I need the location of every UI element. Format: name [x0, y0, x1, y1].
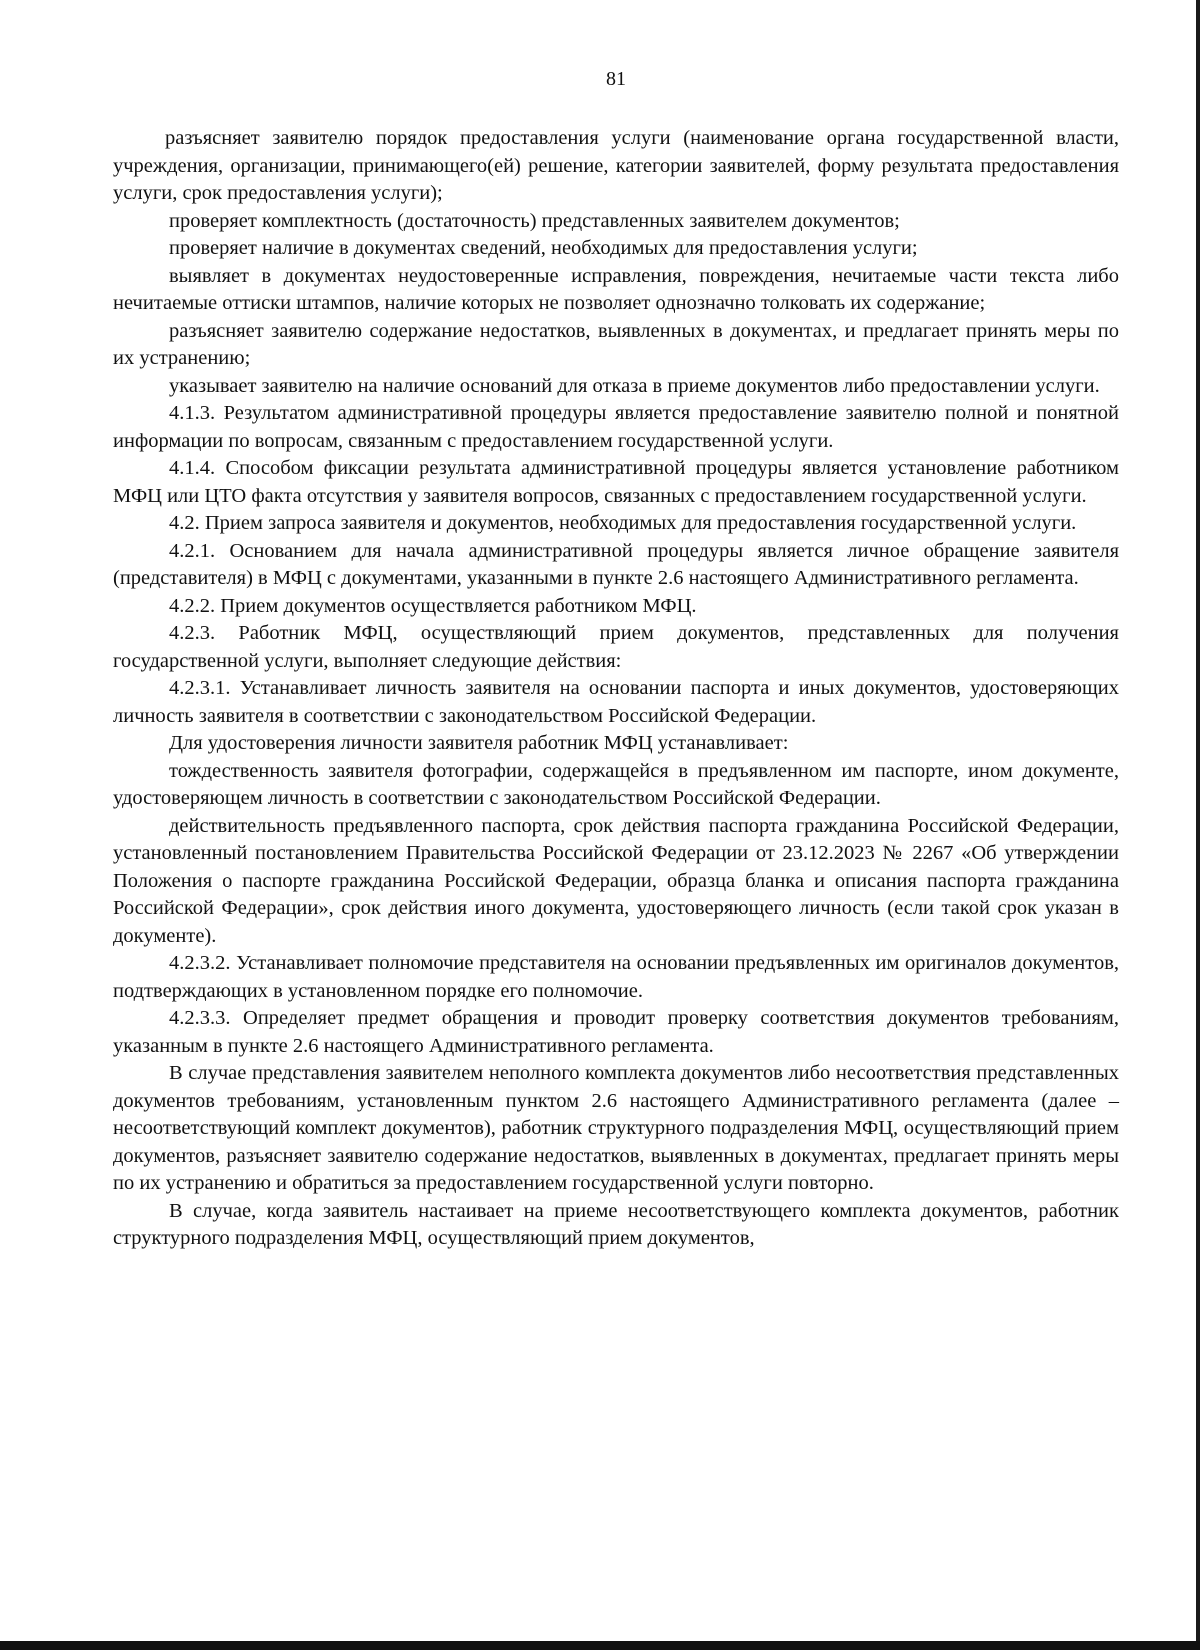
paragraph: разъясняет заявителю порядок предоставления услуги (наименование органа государственной власти, учреждения, организации, принимающего(ей) решение, категории заявителей, форму результата предоставления услуги, срок предоставления услуги);: [113, 127, 1119, 204]
paragraph: 4.2.2. Прием документов осуществляется работником МФЦ.: [169, 594, 697, 617]
scan-border-bottom: [0, 1641, 1200, 1650]
document-body: [113, 125, 1119, 1253]
scan-border-right: [1196, 0, 1200, 1650]
paragraph: проверяет наличие в документах сведений, необходимых для предоставления услуги;: [169, 237, 918, 259]
paragraph: разъясняет заявителю содержание недостатков, выявленных в документах, и предлагает принять меры по их устранению;: [113, 319, 1119, 369]
paragraph: В случае представления заявителем неполного комплекта документов либо несоответствия представленных документов требованиям, установленным пунктом 2.6 настоящего Административного регламента (далее – несоответствующий комплект документов), работник структурного подразделения МФЦ, осуществляющий прием документов, разъясняет заявителю содержание недостатков, выявленных в документах, предлагает принять меры по их устранению и обратиться за предоставлением государственной услуги повторно.: [113, 1062, 1119, 1194]
paragraph: 4.2.3.1. Устанавливает личность заявителя на основании паспорта и иных документов, удостоверяющих личность заявителя в соответствии с законодательством Российской Федерации.: [113, 677, 1119, 727]
paragraph: указывает заявителю на наличие оснований для отказа в приеме документов либо предоставлении услуги.: [169, 374, 1100, 397]
paragraph: В случае, когда заявитель настаивает на приеме несоответствующего комплекта документов, работник структурного подразделения МФЦ, осуществляющий прием документов,: [113, 1199, 1119, 1249]
paragraph: Для удостоверения личности заявителя работник МФЦ устанавливает:: [169, 732, 789, 754]
paragraph: 4.2.3.3. Определяет предмет обращения и проводит проверку соответствия документов требованиям, указанным в пункте 2.6 настоящего Административного регламента.: [113, 1007, 1119, 1057]
paragraph: 4.1.3. Результатом административной процедуры является предоставление заявителю полной и понятной информации по вопросам, связанным с предоставлением государственной услуги.: [113, 402, 1119, 452]
paragraph: 4.1.4. Способом фиксации результата административной процедуры является установление работником МФЦ или ЦТО факта отсутствия у заявителя вопросов, связанных с предоставлением государственной услуги.: [113, 457, 1119, 507]
paragraph: тождественность заявителя фотографии, содержащейся в предъявленном им паспорте, ином документе, удостоверяющем личность в соответствии с законодательством Российской Федерации.: [113, 759, 1119, 809]
paragraph: проверяет комплектность (достаточность) представленных заявителем документов;: [169, 209, 900, 232]
paragraph: выявляет в документах неудостоверенные исправления, повреждения, нечитаемые части текста либо нечитаемые оттиски штампов, наличие которых не позволяет однозначно толковать их содержание;: [113, 264, 1119, 314]
paragraph: действительность предъявленного паспорта, срок действия паспорта гражданина Российской Федерации, установленный постановлением Правительства Российской Федерации от 23.12.2023 № 2267 «Об утверждении Положения о паспорте гражданина Российской Федерации, образца бланка и описания паспорта гражданина Российской Федерации», срок действия иного документа, удостоверяющего личность (если такой срок указан в документе).: [113, 814, 1119, 947]
paragraph: 4.2. Прием запроса заявителя и документов, необходимых для предоставления государственной услуги.: [169, 512, 1077, 534]
paragraph: 4.2.1. Основанием для начала административной процедуры является личное обращение заявителя (представителя) в МФЦ с документами, указанными в пункте 2.6 настоящего Административного регламента.: [113, 539, 1119, 589]
paragraph: 4.2.3. Работник МФЦ, осуществляющий прием документов, представленных для получения государственной услуги, выполняет следующие действия:: [113, 622, 1119, 672]
page-number: 81: [606, 68, 626, 90]
paragraph: 4.2.3.2. Устанавливает полномочие представителя на основании предъявленных им оригиналов документов, подтверждающих в установленном порядке его полномочие.: [113, 952, 1119, 1002]
